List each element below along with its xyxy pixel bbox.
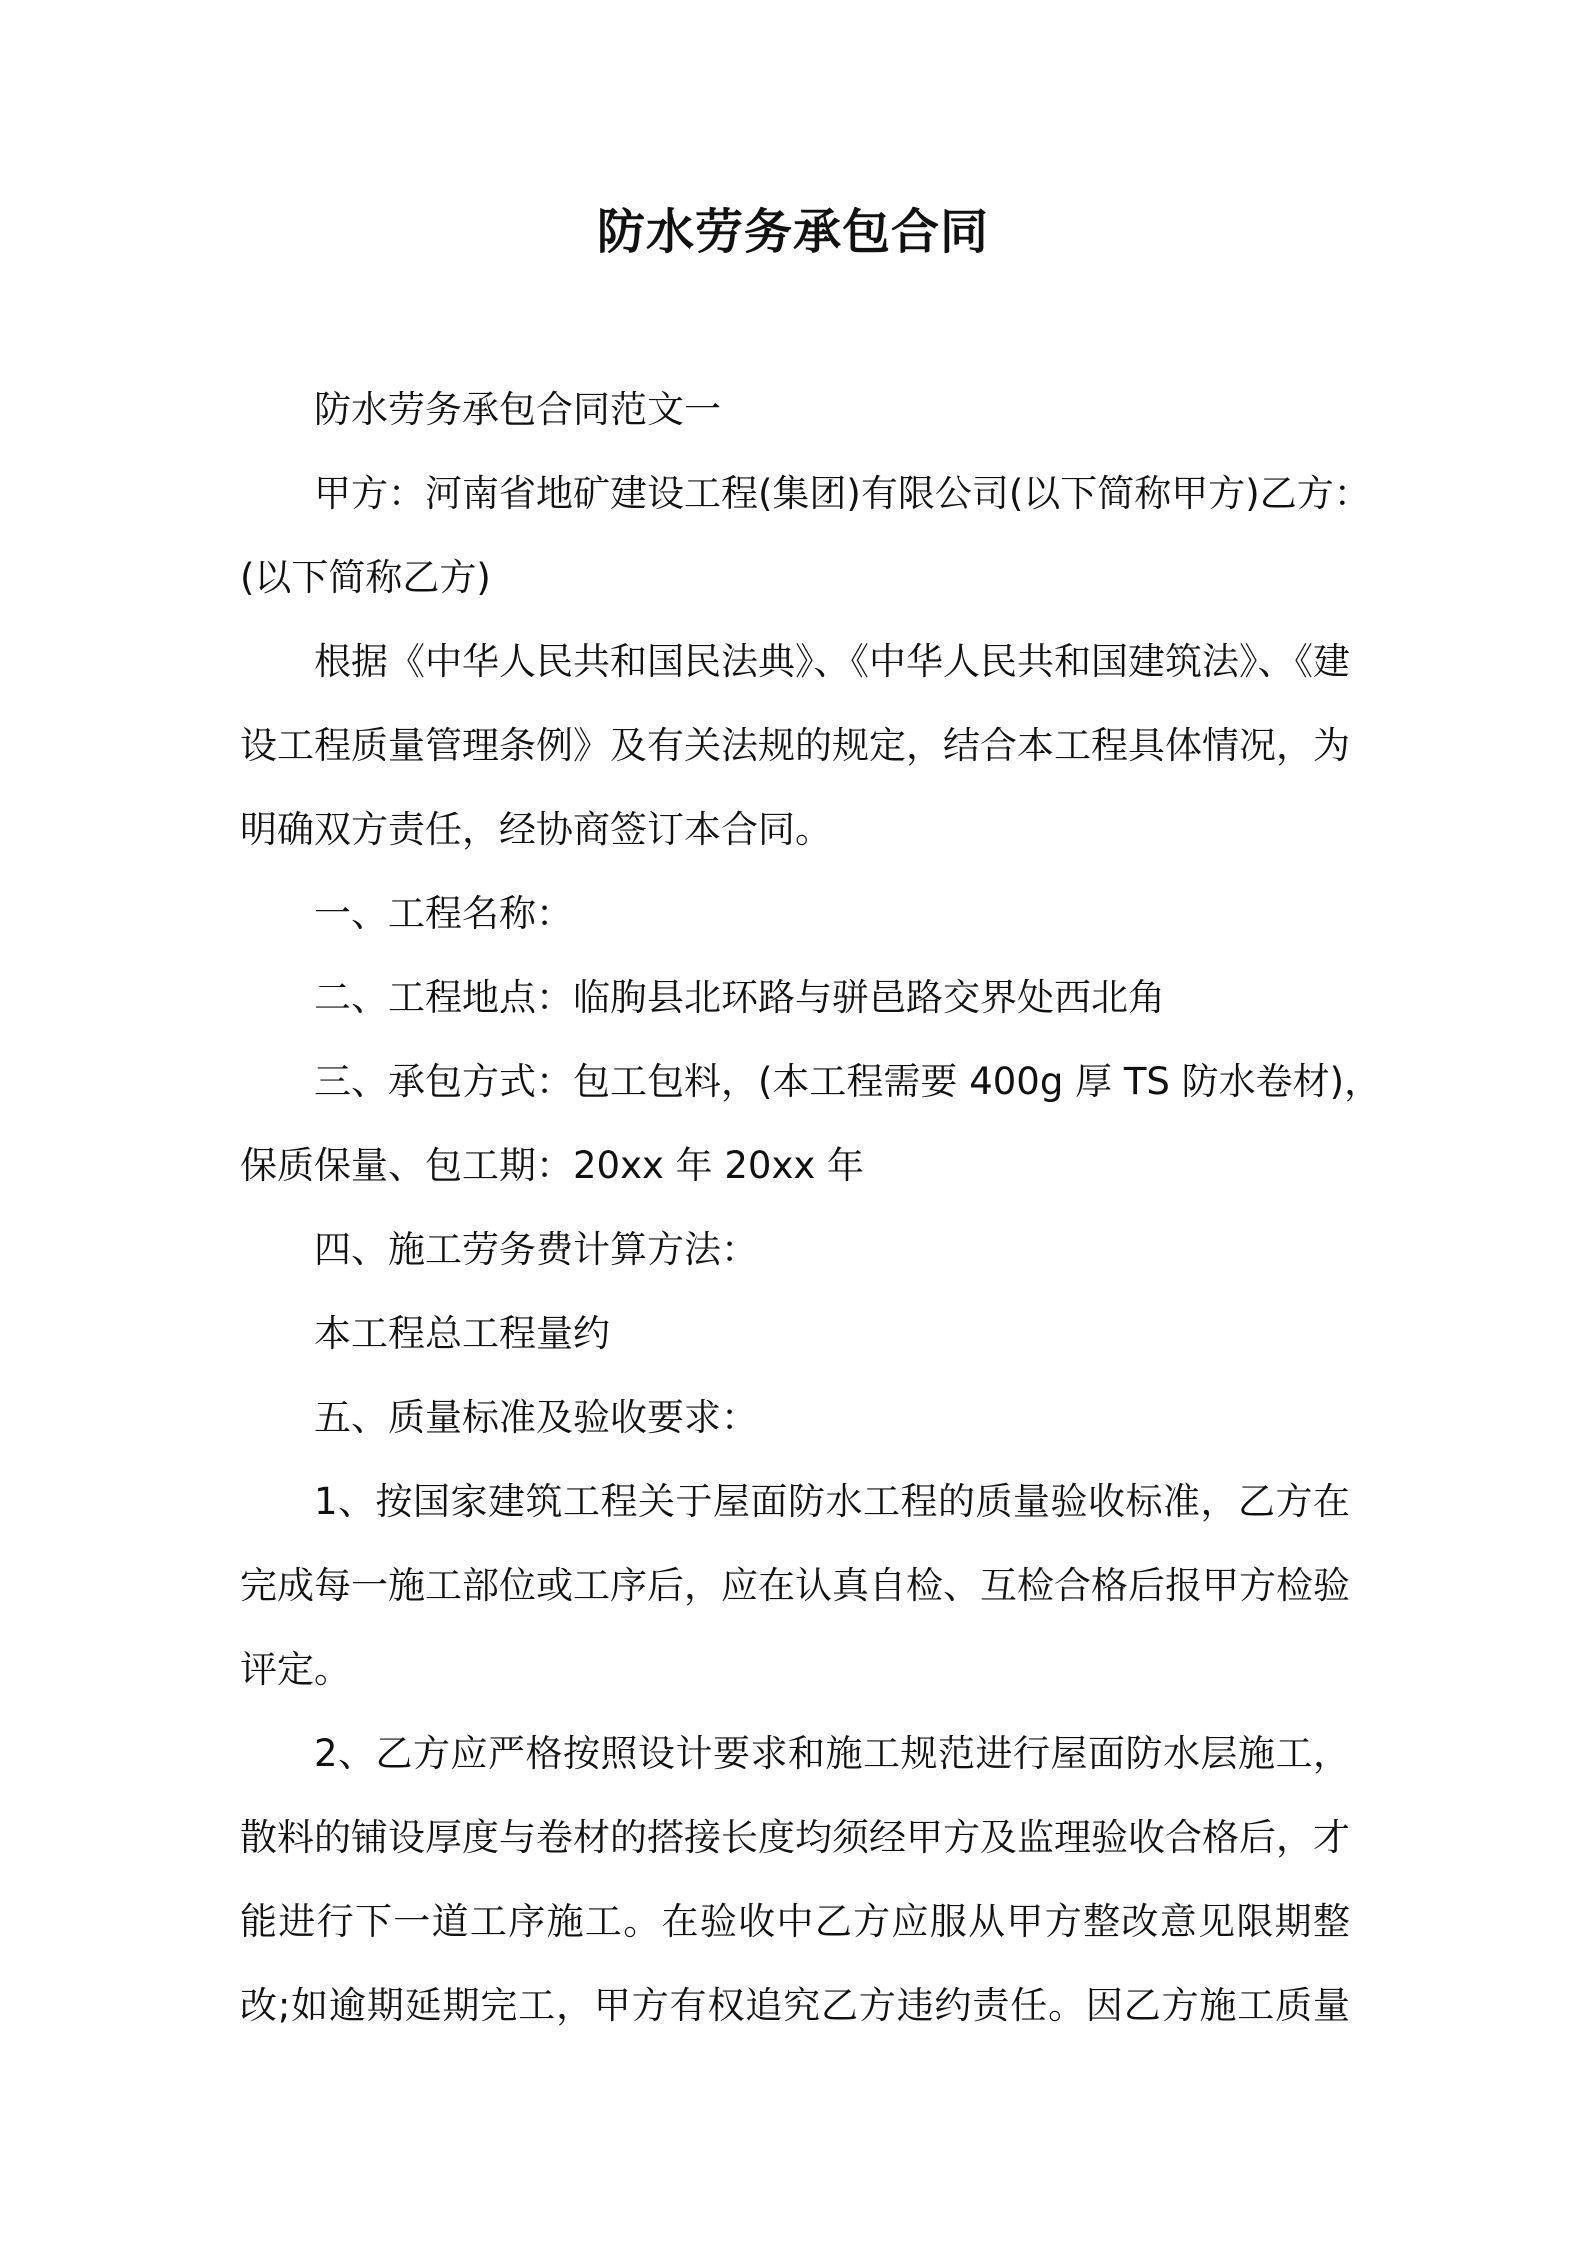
text-line: 根据《中华人民共和国民法典》、《中华人民共和国建筑法》、《建 [314,640,1350,683]
paragraph [240,1712,1350,2048]
paragraph [240,956,1350,1040]
paragraph [240,620,1350,872]
text-line: 本工程总工程量约 [314,1312,610,1355]
paragraph [240,452,1371,620]
text-line: 四、施工劳务费计算方法： [314,1228,758,1271]
text-line: 改;如逾期延期完工，甲方有权追究乙方违约责任。因乙方施工质量 [240,1984,1350,2027]
paragraph [240,1208,1350,1292]
text-line: 五、质量标准及验收要求： [314,1396,758,1439]
text-line: 完成每一施工部位或工序后，应在认真自检、互检合格后报甲方检验 [240,1564,1350,1607]
paragraph [240,1460,1350,1712]
text-line: 散料的铺设厚度与卷材的搭接长度均须经甲方及监理验收合格后，才 [240,1816,1350,1859]
text-line: 保质保量、包工期：20xx 年 20xx 年 [240,1144,865,1187]
text-line: 三、承包方式：包工包料，(本工程需要 400g 厚 TS 防水卷材)， [314,1060,1382,1103]
text-line: 明确双方责任，经协商签订本合同。 [240,808,832,851]
paragraph [240,1040,1382,1208]
paragraph [240,872,1350,956]
document-body [240,368,1382,2048]
text-line: 评定。 [240,1648,351,1691]
paragraph [240,1292,1350,1376]
document-title: 防水劳务承包合同 [596,204,989,260]
text-line: (以下简称乙方) [240,556,491,599]
text-line: 能进行下一道工序施工。在验收中乙方应服从甲方整改意见限期整 [240,1900,1350,1943]
text-line: 二、工程地点：临朐县北环路与骈邑路交界处西北角 [314,976,1165,1019]
text-line: 一、工程名称： [314,892,573,935]
paragraph [240,368,1350,452]
text-line: 设工程质量管理条例》及有关法规的规定，结合本工程具体情况，为 [240,724,1350,767]
paragraph [240,1376,1350,1460]
text-line: 1、按国家建筑工程关于屋面防水工程的质量验收标准，乙方在 [314,1480,1350,1523]
text-line: 甲方：河南省地矿建设工程(集团)有限公司(以下简称甲方)乙方： [314,472,1371,515]
text-line: 防水劳务承包合同范文一 [314,388,721,431]
text-line: 2、乙方应严格按照设计要求和施工规范进行屋面防水层施工， [314,1732,1350,1775]
